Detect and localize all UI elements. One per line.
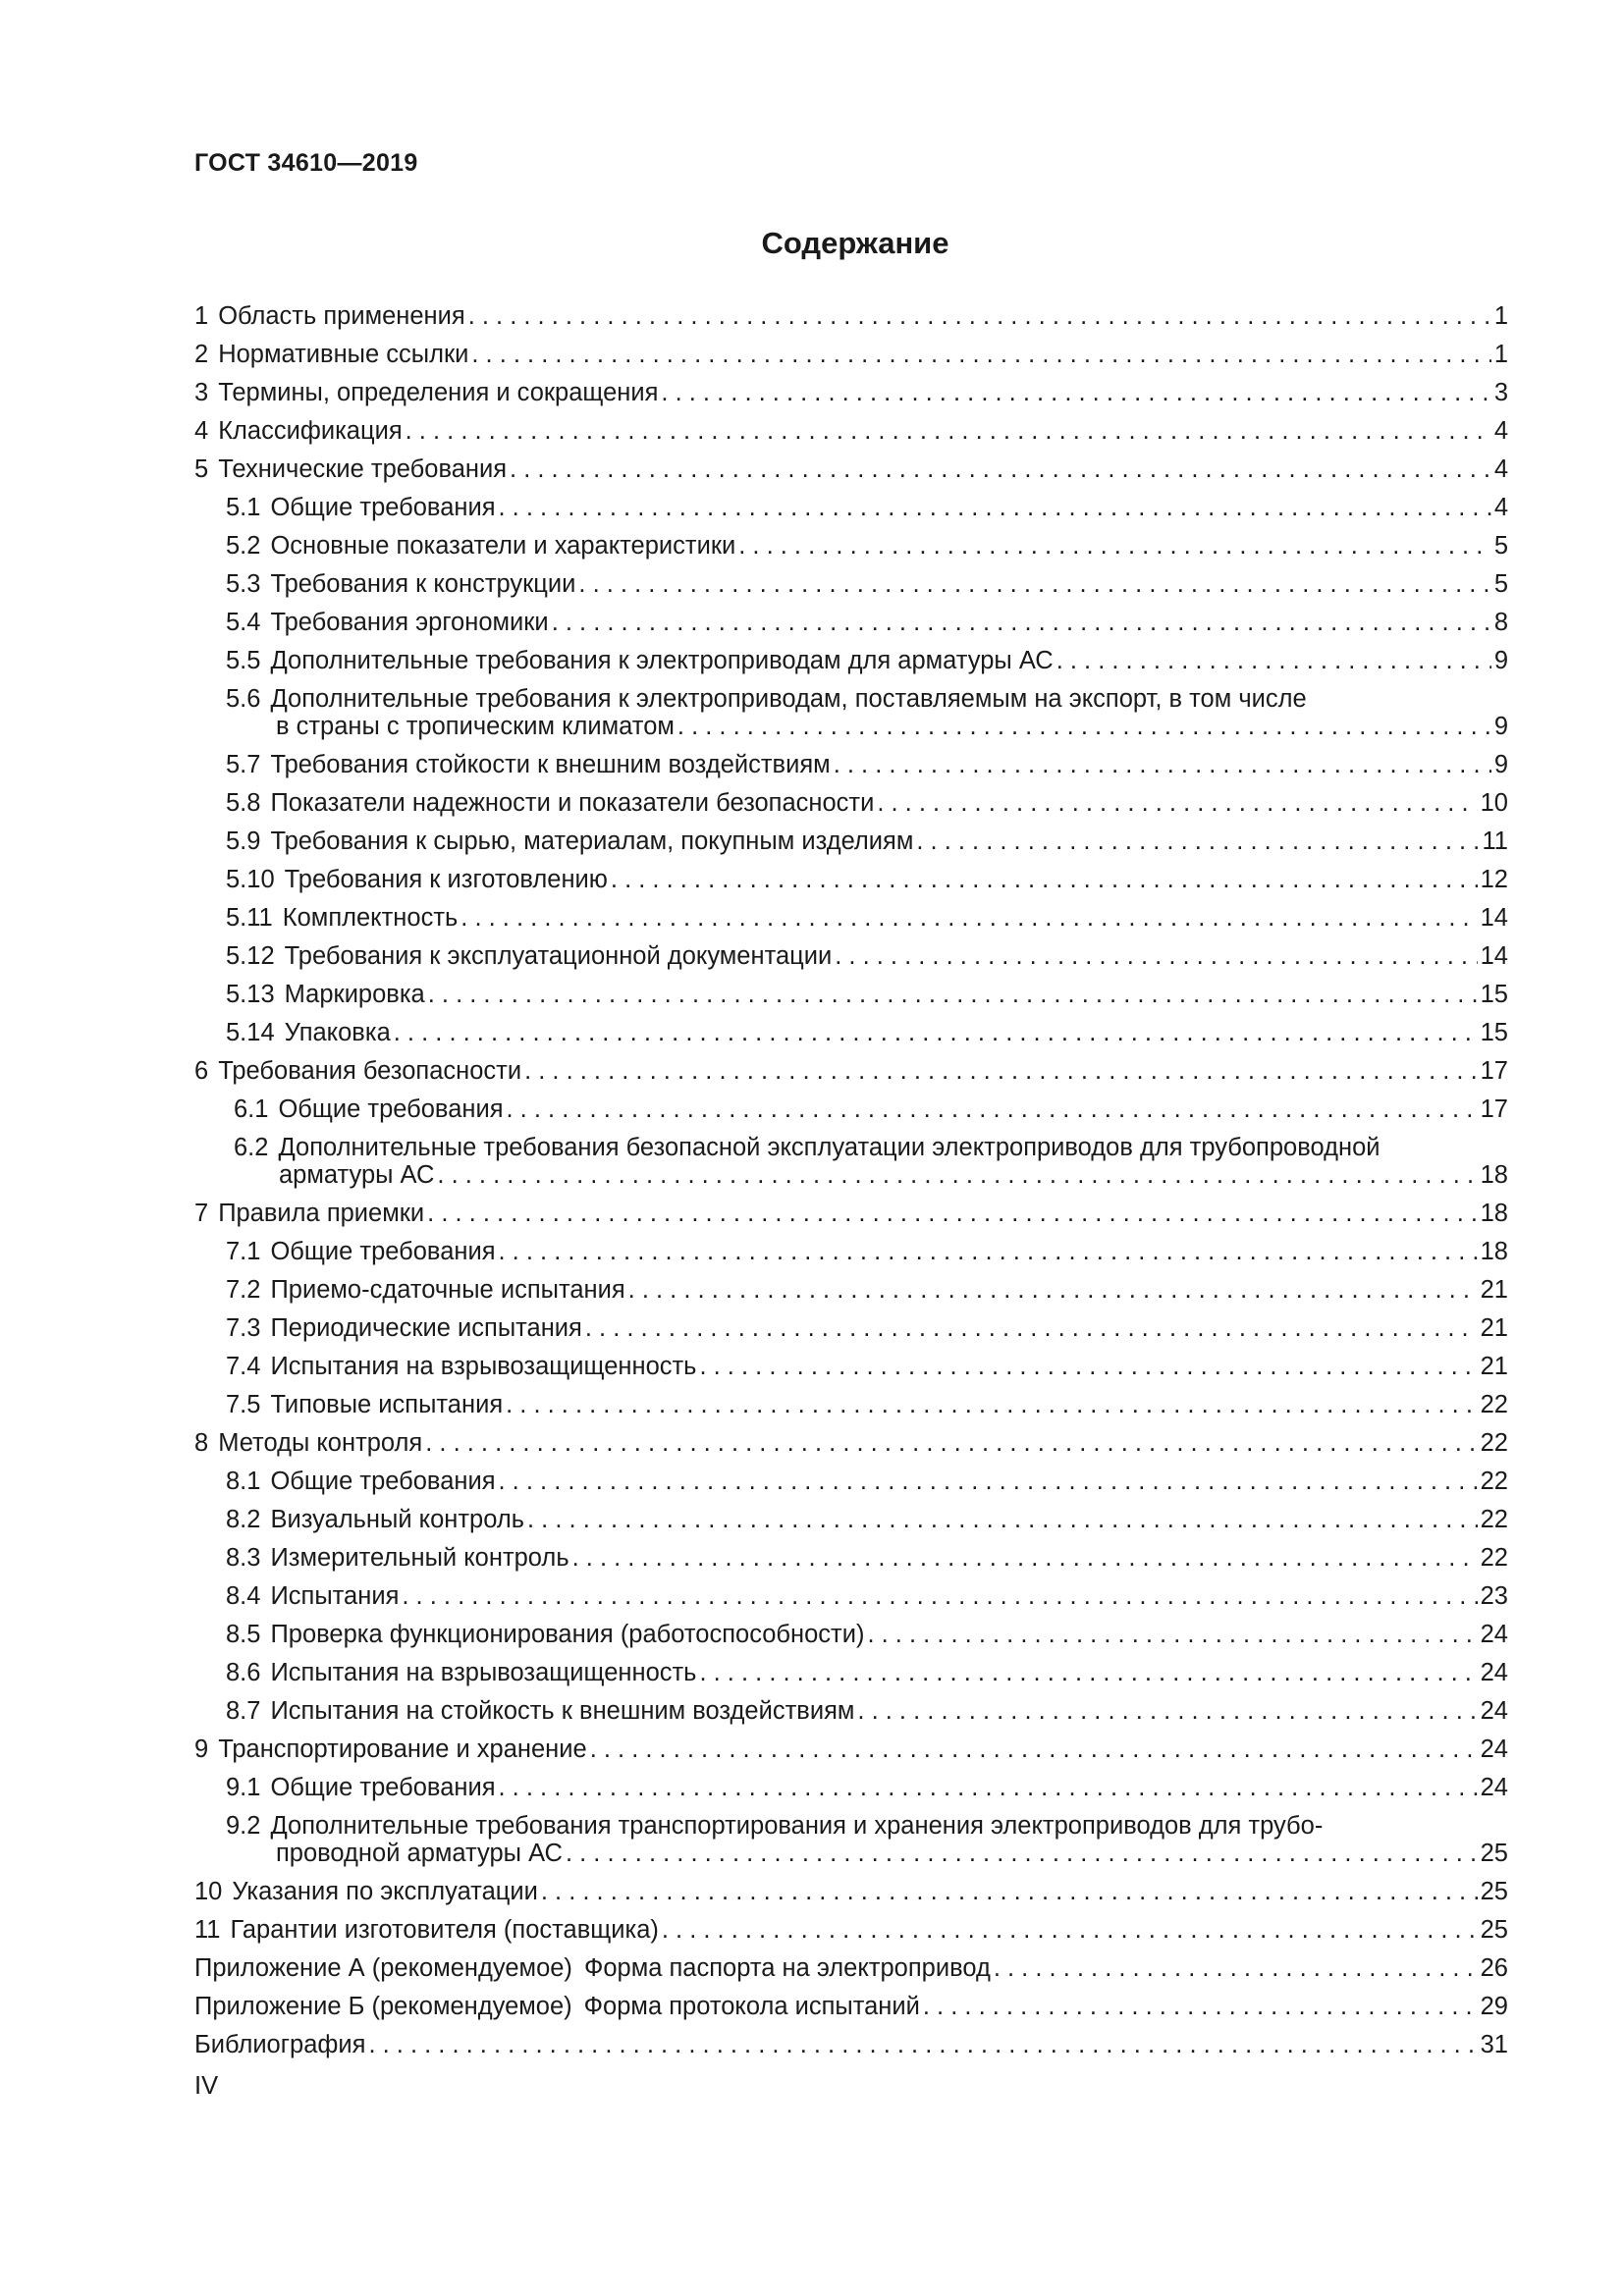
dot-leader — [427, 1200, 1477, 1227]
toc-entry-page: 5 — [1493, 570, 1508, 598]
toc-entry — [194, 609, 1508, 647]
toc-entry-number: 5.12 — [226, 942, 275, 970]
toc-entry — [194, 1238, 1508, 1276]
toc-entry-number: 1 — [194, 302, 209, 330]
toc-entry-title: Маркировка — [284, 981, 425, 1008]
toc-entry-page: 15 — [1480, 1019, 1508, 1046]
toc-entry — [194, 1353, 1508, 1391]
dot-leader — [572, 1544, 1478, 1572]
toc-entry-title: Требования к сырью, материалам, покупным изделиям — [270, 828, 914, 855]
toc-entry — [194, 1774, 1508, 1812]
toc-entry-number: 6 — [194, 1057, 209, 1085]
dot-leader — [916, 828, 1479, 855]
toc-entry — [194, 1057, 1508, 1095]
dot-leader — [699, 1353, 1477, 1380]
toc-entry-title: Форма паспорта на электропривод — [583, 1954, 991, 1982]
toc-entry — [194, 1019, 1508, 1057]
toc-entry-number: 9.1 — [226, 1774, 261, 1801]
toc-entry-page: 24 — [1480, 1659, 1508, 1686]
toc-entry-title: Технические требования — [218, 455, 508, 483]
toc-entry-number: 5.7 — [226, 751, 261, 778]
toc-entry-page: 10 — [1480, 789, 1508, 817]
toc-entry-title: Термины, определения и сокращения — [218, 379, 659, 406]
toc-entry-number: 5.8 — [226, 789, 261, 817]
toc-entry-number: 5.5 — [226, 647, 261, 674]
toc-entry-number: Приложение Б (рекомендуемое) — [194, 1993, 572, 2020]
toc-entry-number: 11 — [194, 1916, 221, 1944]
dot-leader — [499, 1238, 1478, 1265]
toc-entry-number: 8.5 — [226, 1621, 261, 1648]
dot-leader — [628, 1276, 1478, 1304]
dot-leader — [566, 1840, 1478, 1867]
toc-entry — [194, 494, 1508, 532]
toc-entry — [194, 1276, 1508, 1314]
toc-entry — [194, 1134, 1508, 1200]
toc-entry — [194, 647, 1508, 685]
toc-entry — [194, 751, 1508, 789]
toc-entry-number: Приложение А (рекомендуемое) — [194, 1954, 572, 1982]
toc-entry — [194, 1812, 1508, 1878]
dot-leader — [835, 942, 1477, 970]
toc-entry-number: 5.1 — [226, 494, 261, 521]
toc-entry-title: Указания по эксплуатации — [232, 1878, 538, 1905]
toc-entry-title: Измерительный контроль — [270, 1544, 569, 1572]
toc-entry-page: 4 — [1493, 494, 1508, 521]
toc-entry-page: 1 — [1493, 341, 1508, 368]
toc-entry-title: Требования безопасности — [218, 1057, 522, 1085]
dot-leader — [437, 1161, 1477, 1189]
dot-leader — [468, 302, 1491, 330]
toc-entry-page: 18 — [1480, 1161, 1508, 1189]
dot-leader — [506, 1391, 1478, 1418]
toc-entry-page: 24 — [1480, 1735, 1508, 1763]
toc-entry-title: Общие требования — [270, 1774, 496, 1801]
toc-entry-page: 25 — [1480, 1840, 1508, 1867]
toc-entry-number: 5.6 — [226, 685, 261, 713]
toc-entry — [194, 1468, 1508, 1506]
toc-entry-number: 5.9 — [226, 828, 261, 855]
toc-entry-page: 21 — [1480, 1353, 1508, 1380]
toc-entry-title: Методы контроля — [218, 1429, 423, 1457]
toc-entry-title: Требования к изготовлению — [284, 866, 608, 893]
toc-entry — [194, 1993, 1508, 2031]
dot-leader — [368, 2031, 1477, 2058]
toc-entry-page: 9 — [1493, 713, 1508, 740]
dot-leader — [406, 417, 1491, 445]
toc-entry-title-continuation: проводной арматуры АС — [276, 1840, 563, 1867]
toc-entry-number: 7.3 — [226, 1314, 261, 1342]
toc-entry-title: Периодические испытания — [270, 1314, 582, 1342]
toc-entry-title: Общие требования — [270, 494, 496, 521]
toc-entry — [194, 1582, 1508, 1621]
toc-entry-page: 22 — [1480, 1544, 1508, 1572]
toc-entry-number: 6.1 — [234, 1095, 269, 1123]
toc-entry — [194, 981, 1508, 1019]
toc-entry-number: 5.3 — [226, 570, 261, 598]
toc-entry — [194, 379, 1508, 417]
dot-leader — [611, 866, 1478, 893]
dot-leader — [524, 1057, 1478, 1085]
toc-entry — [194, 1429, 1508, 1468]
dot-leader — [834, 751, 1491, 778]
toc-entry — [194, 570, 1508, 609]
toc-entry-page: 5 — [1493, 532, 1508, 560]
toc-entry-page: 18 — [1480, 1238, 1508, 1265]
toc-entry-page: 23 — [1480, 1582, 1508, 1610]
toc-entry-page: 17 — [1480, 1095, 1508, 1123]
toc-entry-page: 25 — [1480, 1916, 1508, 1944]
toc-entry-page: 11 — [1482, 828, 1508, 855]
toc-entry — [194, 1735, 1508, 1774]
toc-entry-title: Показатели надежности и показатели безопасности — [270, 789, 875, 817]
dot-leader — [471, 341, 1490, 368]
toc-entry — [194, 532, 1508, 570]
toc-entry-number: 5.2 — [226, 532, 261, 560]
toc-entry-number: 2 — [194, 341, 209, 368]
toc-entry-number: 9.2 — [226, 1812, 261, 1840]
dot-leader — [857, 1697, 1477, 1725]
toc-entry — [194, 1544, 1508, 1582]
toc-entry-number: 7 — [194, 1200, 209, 1227]
dot-leader — [507, 1095, 1478, 1123]
dot-leader — [425, 1429, 1477, 1457]
toc-entry — [194, 1391, 1508, 1429]
toc-entry-title: Область применения — [218, 302, 465, 330]
toc-entry-title: Испытания на взрывозащищенность — [270, 1353, 697, 1380]
toc-entry — [194, 866, 1508, 904]
toc-entry-page: 21 — [1480, 1314, 1508, 1342]
toc-entry-number: 5.4 — [226, 609, 261, 636]
toc-entry-page: 9 — [1493, 647, 1508, 674]
dot-leader — [552, 609, 1491, 636]
toc-entry — [194, 1697, 1508, 1735]
toc-entry-number: 7.1 — [226, 1238, 261, 1265]
toc-entry-title: Испытания на стойкость к внешним воздействиям — [270, 1697, 855, 1725]
page-number: IV — [194, 2072, 219, 2100]
toc-entry-number: 8.3 — [226, 1544, 261, 1572]
toc-entry — [194, 417, 1508, 455]
toc-entry-number: 8 — [194, 1429, 209, 1457]
dot-leader — [394, 1019, 1478, 1046]
toc-entry — [194, 1506, 1508, 1544]
toc-entry-page: 29 — [1480, 1993, 1508, 2020]
toc-entry-page: 26 — [1480, 1954, 1508, 1982]
toc-entry-number: 4 — [194, 417, 209, 445]
dot-leader — [499, 1468, 1478, 1495]
toc-entry-page: 9 — [1493, 751, 1508, 778]
toc-entry — [194, 685, 1508, 751]
toc-entry-number: 6.2 — [234, 1134, 269, 1161]
toc-entry-title: Транспортирование и хранение — [218, 1735, 587, 1763]
toc-entry — [194, 942, 1508, 981]
dot-leader — [877, 789, 1477, 817]
toc-entry-title: Испытания на взрывозащищенность — [270, 1659, 697, 1686]
toc-entry — [194, 1621, 1508, 1659]
dot-leader — [994, 1954, 1478, 1982]
toc-entry-title: Дополнительные требования транспортирования и хранения электроприводов для трубо- — [270, 1812, 1324, 1840]
toc-entry-title: Требования стойкости к внешним воздействиям — [270, 751, 831, 778]
toc-entry — [194, 828, 1508, 866]
table-of-contents — [194, 302, 1508, 2069]
toc-entry-title: Дополнительные требования к электроприводам для арматуры АС — [270, 647, 1054, 674]
toc-entry-number: 7.5 — [226, 1391, 261, 1418]
toc-entry-page: 25 — [1480, 1878, 1508, 1905]
toc-entry-page: 24 — [1480, 1621, 1508, 1648]
toc-entry-number: 8.6 — [226, 1659, 261, 1686]
toc-entry-page: 24 — [1480, 1697, 1508, 1725]
toc-entry-page: 14 — [1480, 904, 1508, 932]
toc-entry-title: Общие требования — [278, 1095, 504, 1123]
toc-entry-page: 22 — [1480, 1429, 1508, 1457]
dot-leader — [699, 1659, 1477, 1686]
toc-entry-title: Общие требования — [270, 1238, 496, 1265]
toc-entry-number: 5.10 — [226, 866, 275, 893]
toc-entry-title: Комплектность — [282, 904, 459, 932]
toc-entry-title: Гарантии изготовителя (поставщика) — [230, 1916, 659, 1944]
toc-entry-title: Типовые испытания — [270, 1391, 504, 1418]
toc-entry-page: 15 — [1480, 981, 1508, 1008]
toc-entry-page: 4 — [1493, 455, 1508, 483]
toc-entry — [194, 789, 1508, 828]
dot-leader — [677, 713, 1491, 740]
toc-entry-page: 17 — [1480, 1057, 1508, 1085]
dot-leader — [402, 1582, 1477, 1610]
toc-entry — [194, 1659, 1508, 1697]
toc-entry-page: 3 — [1493, 379, 1508, 406]
toc-entry-number: 5 — [194, 455, 209, 483]
toc-entry-number: 8.4 — [226, 1582, 261, 1610]
toc-entry-number: 10 — [194, 1878, 223, 1905]
toc-entry-page: 24 — [1480, 1774, 1508, 1801]
dot-leader — [460, 904, 1477, 932]
toc-entry-page: 1 — [1493, 302, 1508, 330]
toc-entry-page: 22 — [1480, 1391, 1508, 1418]
toc-entry — [194, 2031, 1508, 2069]
toc-entry-page: 14 — [1480, 942, 1508, 970]
dot-leader — [541, 1878, 1478, 1905]
toc-entry-title: Приемо-сдаточные испытания — [270, 1276, 625, 1304]
toc-entry — [194, 1095, 1508, 1134]
toc-entry-title: Требования к эксплуатационной документации — [284, 942, 833, 970]
toc-entry-title: Требования к конструкции — [270, 570, 576, 598]
dot-leader — [923, 1993, 1478, 2020]
toc-entry — [194, 1200, 1508, 1238]
toc-entry-page: 8 — [1493, 609, 1508, 636]
dot-leader — [738, 532, 1491, 560]
toc-entry-number: 7.4 — [226, 1353, 261, 1380]
toc-entry-title: Основные показатели и характеристики — [270, 532, 736, 560]
toc-entry-title: Форма протокола испытаний — [583, 1993, 920, 2020]
toc-entry-title: Общие требования — [270, 1468, 496, 1495]
toc-entry-title: Испытания — [270, 1582, 400, 1610]
toc-entry-title: Нормативные ссылки — [218, 341, 469, 368]
dot-leader — [578, 570, 1490, 598]
dot-leader — [585, 1314, 1478, 1342]
toc-entry-page: 4 — [1493, 417, 1508, 445]
document-header: ГОСТ 34610—2019 — [194, 149, 418, 177]
toc-entry-number: 9 — [194, 1735, 209, 1763]
toc-entry-page: 22 — [1480, 1468, 1508, 1495]
toc-entry — [194, 455, 1508, 494]
toc-entry — [194, 1314, 1508, 1353]
dot-leader — [499, 494, 1491, 521]
toc-entry-title-continuation: арматуры АС — [279, 1161, 435, 1189]
dot-leader — [428, 981, 1478, 1008]
toc-entry — [194, 1916, 1508, 1954]
dot-leader — [590, 1735, 1478, 1763]
toc-entry-page: 18 — [1480, 1200, 1508, 1227]
toc-entry-page: 22 — [1480, 1506, 1508, 1533]
toc-entry-number: 3 — [194, 379, 209, 406]
toc-entry-title: Визуальный контроль — [270, 1506, 525, 1533]
toc-entry-page: 21 — [1480, 1276, 1508, 1304]
toc-entry — [194, 1878, 1508, 1916]
dot-leader — [1056, 647, 1491, 674]
toc-entry-number: 8.1 — [226, 1468, 261, 1495]
toc-entry-number: 5.11 — [226, 904, 273, 932]
toc-entry-title: Библиография — [194, 2031, 366, 2058]
toc-entry-title: Требования эргономики — [270, 609, 549, 636]
toc-entry-title: Правила приемки — [218, 1200, 425, 1227]
toc-entry-title: Дополнительные требования безопасной эксплуатации электроприводов для трубопроводной — [278, 1134, 1380, 1161]
toc-entry-number: 5.13 — [226, 981, 275, 1008]
dot-leader — [499, 1774, 1478, 1801]
toc-entry-title: Классификация — [218, 417, 403, 445]
dot-leader — [661, 379, 1490, 406]
toc-entry-number: 5.14 — [226, 1019, 275, 1046]
toc-entry — [194, 904, 1508, 942]
dot-leader — [510, 455, 1491, 483]
toc-entry-title-continuation: в страны с тропическим климатом — [276, 713, 675, 740]
toc-entry — [194, 302, 1508, 341]
dot-leader — [527, 1506, 1478, 1533]
toc-entry-number: 7.2 — [226, 1276, 261, 1304]
dot-leader — [867, 1621, 1477, 1648]
toc-entry-title: Упаковка — [284, 1019, 391, 1046]
dot-leader — [662, 1916, 1478, 1944]
toc-entry-page: 31 — [1480, 2031, 1508, 2058]
toc-entry — [194, 341, 1508, 379]
toc-entry-page: 12 — [1480, 866, 1508, 893]
page-title: Содержание — [761, 226, 949, 260]
toc-entry-title: Проверка функционирования (работоспособности) — [270, 1621, 865, 1648]
toc-entry — [194, 1954, 1508, 1993]
toc-entry-number: 8.7 — [226, 1697, 261, 1725]
toc-entry-title: Дополнительные требования к электроприводам, поставляемым на экспорт, в том числе — [270, 685, 1307, 713]
toc-entry-number: 8.2 — [226, 1506, 261, 1533]
